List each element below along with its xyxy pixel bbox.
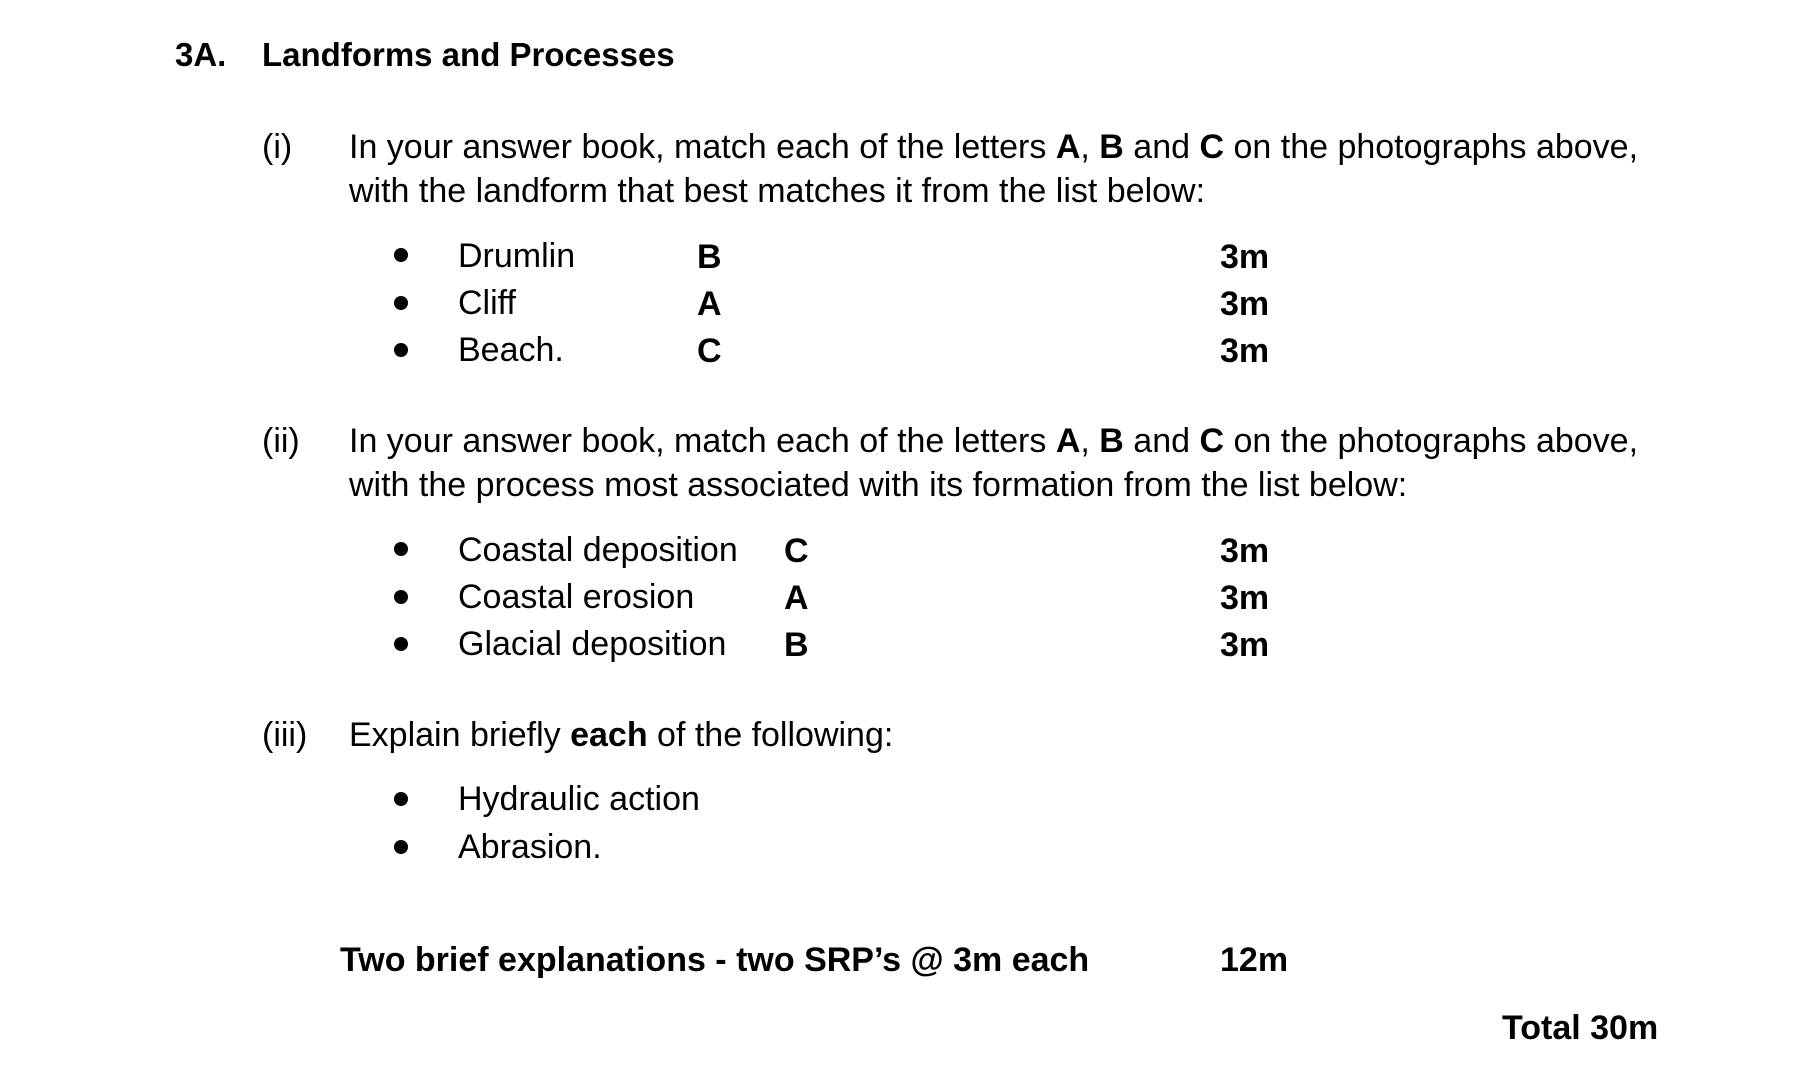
process-marks: 3m: [1220, 532, 1270, 570]
part-iii-label: (iii): [262, 716, 308, 754]
total-marks: Total 30m: [1502, 1009, 1659, 1047]
marking-summary-marks: 12m: [1220, 941, 1289, 979]
part-ii-instruction-line2: with the process most associated with its formation from the list below:: [349, 466, 1408, 504]
bullet-icon: [394, 792, 408, 806]
process-answer-letter: B: [784, 626, 809, 664]
process-item: Coastal erosion: [458, 578, 695, 616]
landform-marks: 3m: [1220, 238, 1270, 276]
process-item: Glacial deposition: [458, 625, 727, 663]
landform-marks: 3m: [1220, 285, 1270, 323]
bullet-icon: [394, 840, 408, 854]
part-i-instruction-line2: with the landform that best matches it from the list below:: [349, 172, 1206, 210]
process-marks: 3m: [1220, 626, 1270, 664]
bullet-icon: [394, 296, 408, 310]
part-ii-label: (ii): [262, 422, 300, 460]
question-number: 3A.: [175, 36, 227, 73]
landform-marks: 3m: [1220, 332, 1270, 370]
bullet-icon: [394, 542, 408, 556]
process-answer-letter: A: [784, 579, 809, 617]
landform-answer-letter: C: [697, 332, 722, 370]
landform-answer-letter: A: [697, 285, 722, 323]
marking-summary: Two brief explanations - two SRP’s @ 3m each: [340, 941, 1090, 979]
process-item: Coastal deposition: [458, 531, 738, 569]
explain-item: Abrasion.: [458, 828, 602, 866]
bullet-icon: [394, 248, 408, 262]
landform-item: Drumlin: [458, 237, 576, 275]
part-ii-instruction-line1: In your answer book, match each of the letters A, B and C on the photographs above,: [349, 422, 1639, 460]
part-iii-instruction: Explain briefly each of the following:: [349, 716, 894, 754]
process-answer-letter: C: [784, 532, 809, 570]
landform-answer-letter: B: [697, 238, 722, 276]
bullet-icon: [394, 637, 408, 651]
landform-item: Beach.: [458, 331, 564, 369]
part-i-instruction-line1: In your answer book, match each of the letters A, B and C on the photographs above,: [349, 128, 1639, 166]
explain-item: Hydraulic action: [458, 780, 700, 818]
question-title: Landforms and Processes: [262, 36, 675, 73]
bullet-icon: [394, 590, 408, 604]
process-marks: 3m: [1220, 579, 1270, 617]
part-i-label: (i): [262, 128, 293, 166]
landform-item: Cliff: [458, 284, 516, 322]
bullet-icon: [394, 343, 408, 357]
